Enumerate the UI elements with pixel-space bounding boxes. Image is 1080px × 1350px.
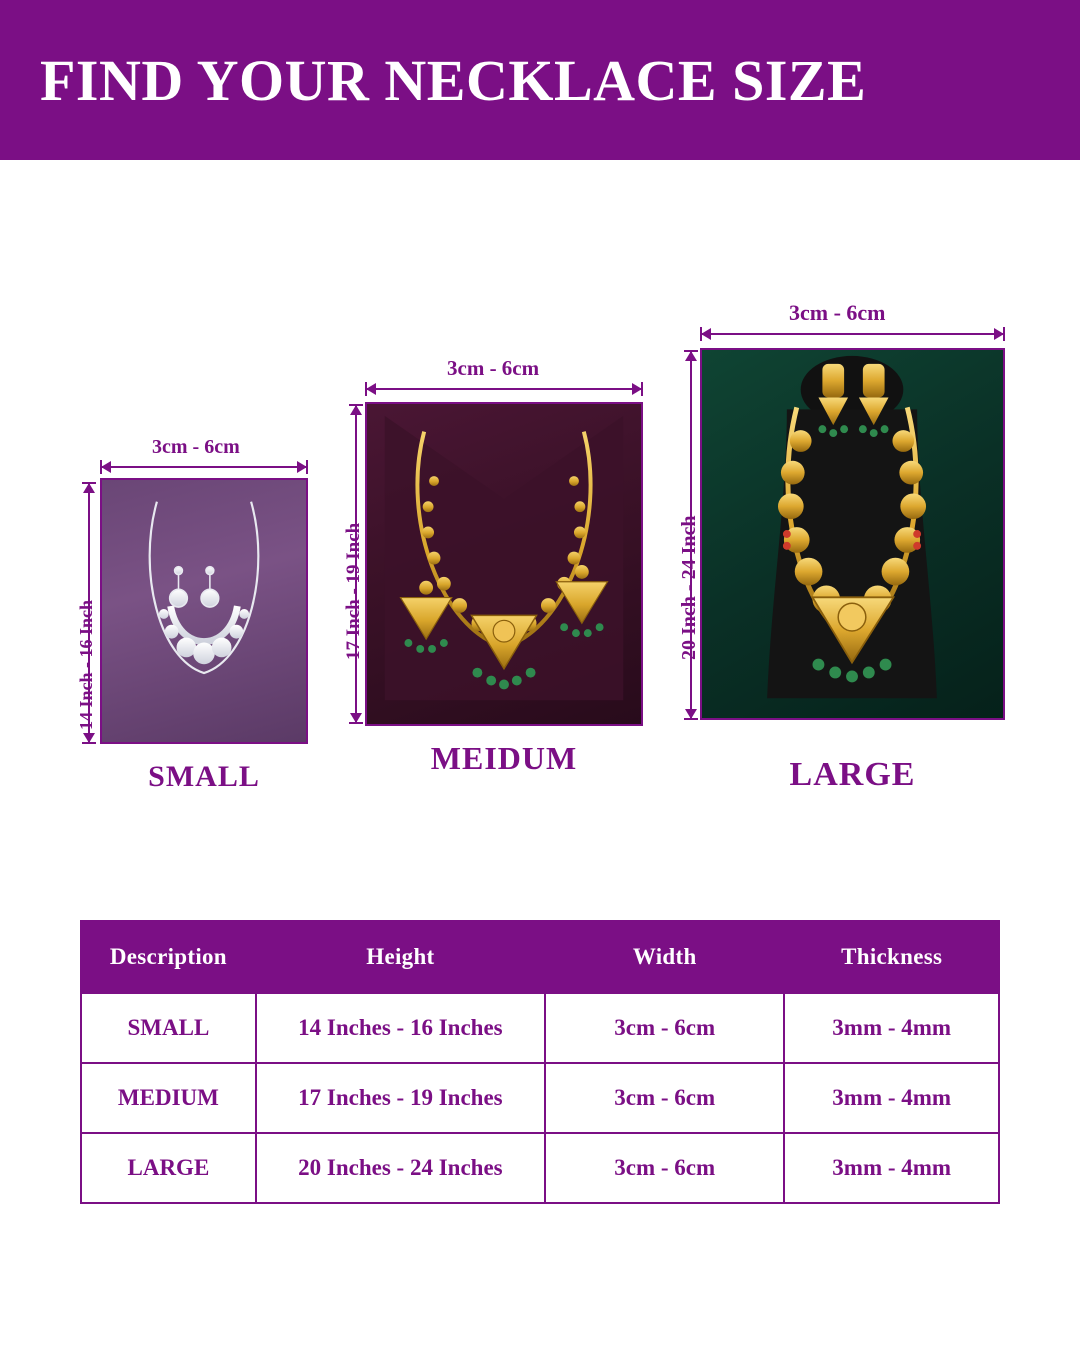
medium-necklace-art — [367, 404, 641, 724]
table-row — [81, 1063, 999, 1133]
small-width-label: 3cm - 6cm — [152, 436, 240, 458]
cell-height: 20 Inches - 24 Inches — [256, 1133, 545, 1203]
large-necklace-art — [702, 350, 1003, 718]
medium-necklace-photo — [365, 402, 643, 726]
large-width-arrow — [700, 327, 1005, 341]
small-width-arrow — [100, 460, 308, 474]
column-header-height: Height — [256, 921, 545, 993]
table-row — [81, 993, 999, 1063]
table-header-row — [81, 921, 999, 993]
small-caption: SMALL — [148, 760, 260, 793]
table-row — [81, 1133, 999, 1203]
cell-description: SMALL — [81, 993, 256, 1063]
cell-thickness: 3mm - 4mm — [784, 993, 999, 1063]
large-necklace-photo — [700, 348, 1005, 720]
size-chart-table — [80, 920, 1000, 1204]
cell-height: 17 Inches - 19 Inches — [256, 1063, 545, 1133]
large-height-label: 20 Inch - 24 Inch — [678, 515, 700, 660]
cell-height: 14 Inches - 16 Inches — [256, 993, 545, 1063]
cell-thickness: 3mm - 4mm — [784, 1063, 999, 1133]
cell-description: LARGE — [81, 1133, 256, 1203]
small-necklace-art — [102, 480, 306, 742]
size-cards-row — [0, 160, 1080, 860]
cell-description: MEDIUM — [81, 1063, 256, 1133]
cell-width: 3cm - 6cm — [545, 1133, 784, 1203]
column-header-thickness: Thickness — [784, 921, 999, 993]
large-caption: LARGE — [789, 756, 916, 793]
cell-width: 3cm - 6cm — [545, 993, 784, 1063]
small-height-label: 14 Inch - 16 Inch — [76, 599, 96, 730]
medium-height-label: 17 Inch - 19 Inch — [343, 522, 364, 660]
cell-thickness: 3mm - 4mm — [784, 1133, 999, 1203]
small-necklace-photo — [100, 478, 308, 744]
column-header-description: Description — [81, 921, 256, 993]
large-width-label: 3cm - 6cm — [789, 300, 886, 325]
medium-caption: MEIDUM — [430, 740, 578, 776]
page-header — [0, 0, 1080, 160]
page-title: FIND YOUR NECKLACE SIZE — [40, 47, 867, 113]
column-header-width: Width — [545, 921, 784, 993]
cell-width: 3cm - 6cm — [545, 1063, 784, 1133]
medium-width-arrow — [365, 382, 643, 396]
medium-width-label: 3cm - 6cm — [447, 356, 540, 380]
